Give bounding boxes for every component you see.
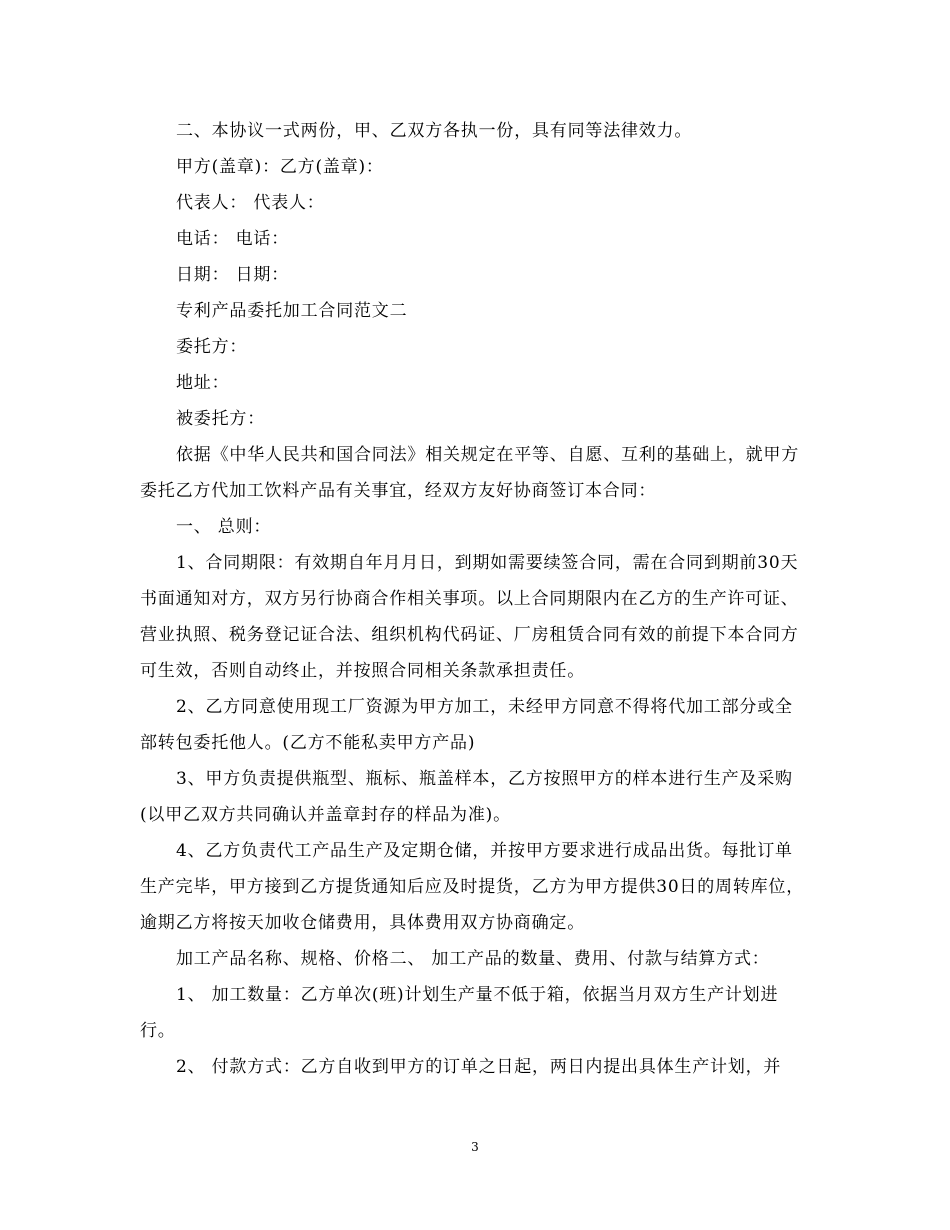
paragraph-representative: 代表人： 代表人： <box>176 193 325 213</box>
paragraph-client: 委托方： <box>176 337 248 357</box>
paragraph-clause-2: 2、乙方同意使用现工厂资源为甲方加工，未经甲方同意不得将代加工部分或全部转包委托他人。(乙方不能私卖甲方产品) <box>140 697 793 753</box>
paragraph-date: 日期： 日期： <box>176 265 290 285</box>
paragraph-clause-3: 3、甲方负责提供瓶型、瓶标、瓶盖样本，乙方按照甲方的样本进行生产及采购(以甲乙双方共同确认并盖章封存的样品为准)。 <box>140 769 793 825</box>
paragraph-address: 地址： <box>176 373 230 393</box>
paragraph-product-heading: 加工产品名称、规格、价格二、 加工产品的数量、费用、付款与结算方式： <box>176 949 770 969</box>
paragraph-quantity: 1、 加工数量：乙方单次(班)计划生产量不低于箱，依据当月双方生产计划进行。 <box>140 985 779 1041</box>
paragraph-payment: 2、 付款方式：乙方自收到甲方的订单之日起，两日内提出具体生产计划，并 <box>176 1057 782 1077</box>
section-title: 专利产品委托加工合同范文二 <box>176 301 408 321</box>
page-number: 3 <box>471 1140 479 1154</box>
paragraph-general-heading: 一、 总则： <box>176 517 272 537</box>
paragraph-effect-clause: 二、本协议一式两份，甲、乙双方各执一份，具有同等法律效力。 <box>176 121 693 141</box>
paragraph-phone: 电话： 电话： <box>176 229 290 249</box>
paragraph-clause-4: 4、乙方负责代工产品生产及定期仓储，并按甲方要求进行成品出货。每批订单生产完毕，甲方接到乙方提货通知后应及时提货，乙方为甲方提供30日的周转库位，逾期乙方将按天加收仓储费用，具体费用双方协商确定。 <box>140 841 805 933</box>
paragraph-party-seal: 甲方(盖章)：乙方(盖章)： <box>176 157 384 177</box>
paragraph-contractor: 被委托方： <box>176 409 265 429</box>
paragraph-preamble: 依据《中华人民共和国合同法》相关规定在平等、自愿、互利的基础上，就甲方委托乙方代加工饮料产品有关事宜，经双方友好协商签订本合同： <box>140 445 799 501</box>
paragraph-clause-1: 1、合同期限：有效期自年月月日，到期如需要续签合同，需在合同到期前30天书面通知对方，双方另行协商合作相关事项。以上合同期限内在乙方的生产许可证、营业执照、税务登记证合法、组织机构代码证、厂房租赁合同有效的前提下本合同方可生效，否则自动终止，并按照合同相关条款承担责任。 <box>140 553 799 681</box>
document-body <box>140 113 810 1085</box>
